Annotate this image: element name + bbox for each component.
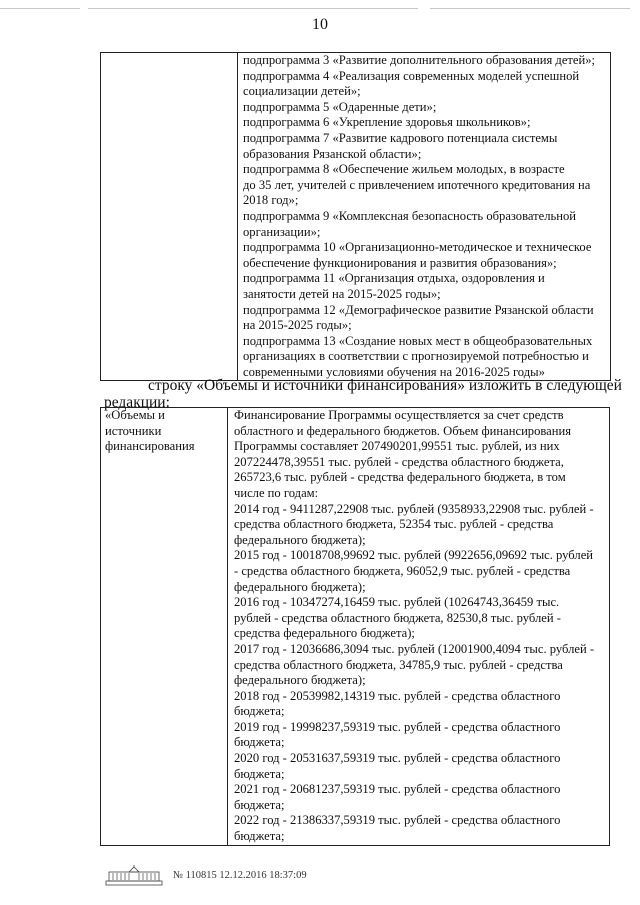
subprograms-cell [238,53,611,381]
text-line: подпрограмма 6 «Укрепление здоровья школьников»; [243,115,531,130]
instruction-line: редакции: [104,394,170,411]
text-line: на 2015-2025 годы»; [243,318,352,333]
text-line: до 35 лет, учителей с привлечением ипотечного кредитования на [243,177,591,192]
text-line: подпрограмма 12 «Демографическое развитие Рязанской области [243,302,594,317]
table-row [101,408,610,846]
text-line: подпрограмма 4 «Реализация современных моделей успешной [243,68,580,83]
empty-label-cell [101,53,238,381]
text-line: подпрограмма 13 «Создание новых мест в общеобразовательных [243,333,593,348]
text-line: современными условиями обучения на 2016-2025 годы» [243,364,545,379]
text-line: 207224478,39551 тыс. рублей - средства областного бюджета, [234,454,564,469]
text-line: бюджета; [234,704,285,719]
text-line: 2021 год - 20681237,59319 тыс. рублей - средства областного [234,782,561,797]
text-line: областного и федерального бюджетов. Объем финансирования [234,423,572,438]
scan-artifact-line [88,8,418,9]
label-line: источники [105,423,162,438]
text-line: 2018 год»; [243,193,299,208]
text-line: 2014 год - 9411287,22908 тыс. рублей (9358933,22908 тыс. рублей - [234,501,594,516]
text-line: обеспечение функционирования и развития образования»; [243,255,557,270]
text-line: 2022 год - 21386337,59319 тыс. рублей - средства областного [234,813,561,828]
text-line: подпрограмма 9 «Комплексная безопасность образовательной [243,208,577,223]
instruction-line: строку «Объемы и источники финансирования» изложить в следующей [148,377,622,394]
funding-label-cell [101,408,228,846]
text-line: образования Рязанской области»; [243,146,422,161]
text-line: - средства областного бюджета, 96052,9 тыс. рублей - средства [234,563,571,578]
text-line: бюджета; [234,766,285,781]
registration-stamp: № 110815 12.12.2016 18:37:09 [173,869,307,881]
text-line: федерального бюджета); [234,673,366,688]
text-line: числе по годам: [234,485,319,500]
text-line: подпрограмма 11 «Организация отдыха, оздоровления и [243,271,545,286]
text-line: средства федерального бюджета); [234,626,415,641]
text-line: 2016 год - 10347274,16459 тыс. рублей (10264743,36459 тыс. [234,595,560,610]
text-line: средства областного бюджета, 52354 тыс. рублей - средства [234,517,554,532]
text-line: подпрограмма 3 «Развитие дополнительного образования детей»; [243,53,596,67]
text-line: рублей - средства областного бюджета, 82530,8 тыс. рублей - [234,610,561,625]
text-line: средства областного бюджета, 34785,9 тыс. рублей - средства [234,657,563,672]
instruction-paragraph [104,377,622,411]
subprograms-table [100,52,611,381]
text-line: организации»; [243,224,321,239]
label-line: финансирования [105,439,195,454]
text-line: социализации детей»; [243,84,361,99]
page-number: 10 [312,16,328,33]
document-footer [105,864,307,886]
text-line: Программы составляет 207490201,99551 тыс. рублей, из них [234,439,560,454]
label-line: «Объемы и [105,408,165,422]
text-line: бюджета; [234,735,285,750]
text-line: подпрограмма 7 «Развитие кадрового потенциала системы [243,130,558,145]
government-building-logo-icon [105,864,163,886]
text-line: 2017 год - 12036686,3094 тыс. рублей (12001900,4094 тыс. рублей - [234,641,595,656]
text-line: 2020 год - 20531637,59319 тыс. рублей - средства областного [234,751,561,766]
funding-text-cell [228,408,610,846]
text-line: организациях в соответствии с прогнозируемой потребностью и [243,349,589,364]
text-line: подпрограмма 5 «Одаренные дети»; [243,99,437,114]
text-line: федерального бюджета); [234,532,366,547]
funding-table [100,407,610,846]
text-line: занятости детей на 2015-2025 годы»; [243,286,441,301]
scan-artifact-line [0,8,80,9]
table-row [101,53,611,381]
text-line: 2019 год - 19998237,59319 тыс. рублей - средства областного [234,719,561,734]
text-line: бюджета; [234,829,285,844]
text-line: Финансирование Программы осуществляется за счет средств [234,408,564,422]
text-line: 265723,6 тыс. рублей - средства федерального бюджета, в том [234,470,566,485]
text-line: 2018 год - 20539982,14319 тыс. рублей - средства областного [234,688,561,703]
text-line: подпрограмма 8 «Обеспечение жильем молодых, в возрасте [243,162,565,177]
text-line: бюджета; [234,797,285,812]
scan-artifact-line [430,8,630,9]
text-line: 2015 год - 10018708,99692 тыс. рублей (9922656,09692 тыс. рублей [234,548,594,563]
text-line: федерального бюджета); [234,579,366,594]
text-line: подпрограмма 10 «Организационно-методическое и техническое [243,240,592,255]
